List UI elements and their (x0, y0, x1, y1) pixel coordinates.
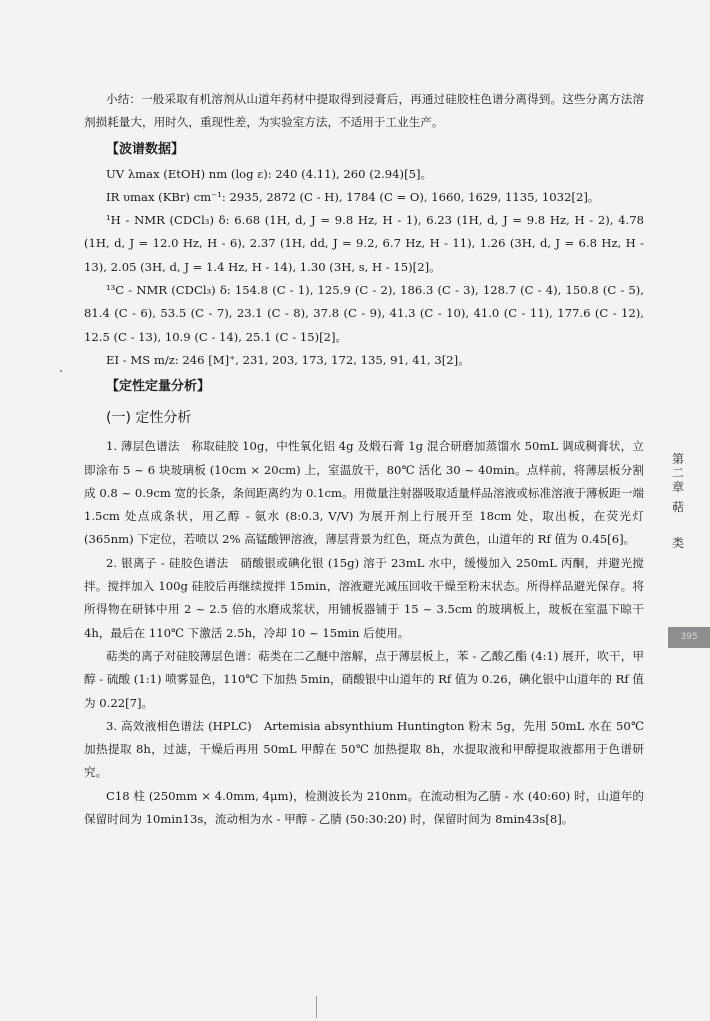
hplc-method-paragraph: 3. 高效液相色谱法 (HPLC) Artemisia absynthium Huntington 粉末 5g，先用 50mL 水在 50℃ 加热提取 8h，过滤，干燥后再用 50mL 甲醇在 50℃ 加热提取 8h，水提取液和甲醇提取液都用于色谱研究。 (84, 718, 644, 780)
ms-data: EI - MS m/z: 246 [M]⁺, 231, 203, 173, 172, 135, 91, 41, 3[2]。 (106, 352, 470, 367)
uv-data: UV λmax (EtOH) nm (log ε): 240 (4.11), 260 (2.94)[5]。 (106, 166, 433, 181)
c-nmr-data: ¹³C - NMR (CDCl₃) δ: 154.8 (C - 1), 125.9 (C - 2), 186.3 (C - 3), 128.7 (C - 4), 150.8 (C - 5), 81.4 (C - 6), 53.5 (C - 7), 23.1 (C - 8), 37.8 (C - 9), 41.3 (C - 10), 41.0 (C - 11), 177.6 (C - 12), 12.5 (C - 13), 10.9 (C - 14), 25.1 (C - 15)[2]。 (84, 283, 644, 344)
ir-data: IR υmax (KBr) cm⁻¹: 2935, 2872 (C - H), 1784 (C = O), 1660, 1629, 1135, 1032[2]。 (106, 189, 600, 204)
chapter-label-char: 章 (671, 480, 684, 494)
section-heading-analysis: 【定性定量分析】 (106, 379, 211, 395)
gutter-mark (316, 996, 317, 1018)
summary-paragraph: 小结：一般采取有机溶剂从山道年药材中提取得到浸膏后，再通过硅胶柱色谱分离得到。这些分离方法溶剂损耗量大，用时久，重现性差，为实验室方法，不适用于工业生产。 (84, 92, 644, 130)
ion-pair-tlc-paragraph: 萜类的离子对硅胶薄层色谱：萜类在二乙醚中溶解，点于薄层板上，苯 - 乙酸乙酯 (4:1) 展开，吹干，甲醇 - 硫酸 (1:1) 喷雾显色，110℃ 下加热 5min，硝酸银中山道年的 Rf 值为 0.26，碘化银中山道年的 Rf 值为 0.22[7]。 (84, 648, 644, 710)
page-number: 395 (668, 627, 710, 648)
chapter-topic-char1: 萜 (671, 500, 684, 514)
section-heading-spectral-data: 【波谱数据】 (106, 141, 185, 157)
margin-dot (60, 370, 62, 372)
chapter-label-char: 二 (671, 466, 684, 480)
chapter-side-tab (668, 452, 688, 550)
chapter-label (668, 452, 688, 494)
hplc-conditions-paragraph: C18 柱 (250mm × 4.0mm, 4μm)，检测波长为 210nm。在流动相为乙腈 - 水 (40:60) 时，山道年的保留时间为 10min13s，流动相为水 - 甲醇 - 乙腈 (50:30:20) 时，保留时间为 8min43s[8]。 (84, 788, 644, 827)
h-nmr-data: ¹H - NMR (CDCl₃) δ: 6.68 (1H, d, J = 9.8 Hz, H - 1), 6.23 (1H, d, J = 9.8 Hz, H - 2), 4.78 (1H, d, J = 12.0 Hz, H - 6), 2.37 (1H, dd, J = 9.2, 6.7 Hz, H - 11), 1.26 (3H, d, J = 6.8 Hz, H - 13), 2.05 (3H, d, J = 1.4 Hz, H - 14), 1.30 (3H, s, H - 15)[2]。 (84, 213, 644, 274)
body-text (84, 88, 644, 831)
silver-ion-method-paragraph: 2. 银离子 - 硅胶色谱法 硝酸银或碘化银 (15g) 溶于 23mL 水中，缓慢加入 250mL 丙酮，并避光搅拌。搅拌加入 100g 硅胶后再继续搅拌 15min，溶液避光减压回收干燥至粉末状态。所得样品避光保存。将所得物在研钵中用 2 ~ 2.5 倍的水磨成浆状，用铺板器铺于 15 ~ 3.5cm 的玻璃板上，玻板在室温下晾干 4h，最后在 110℃ 下激活 2.5h，冷却 10 ~ 15min 后使用。 (84, 555, 644, 640)
chapter-topic-char2: 类 (671, 536, 684, 550)
tlc-method-paragraph: 1. 薄层色谱法 称取硅胶 10g，中性氧化铝 4g 及煅石膏 1g 混合研磨加蒸馏水 50mL 调成稠膏状，立即涂布 5 ~ 6 块玻璃板 (10cm × 20cm) 上，室温放干，80℃ 活化 30 ~ 40min。点样前，将薄层板分割成 0.8 ~ 0.9cm 宽的长条，条间距离约为 0.1cm。用微量注射器吸取适量样品溶液或标准溶液于薄板距一端 1.5cm 处点成条状，用乙醇 - 氨水 (8:0.3, V/V) 为展开剂上行展开至 18cm 处，取出板，在荧光灯 (365nm) 下定位，若喷以 2% 高锰酸钾溶液，薄层背景为红色，斑点为黄色，山道年的 Rf 值为 0.45[6]。 (84, 439, 644, 547)
chapter-label-char: 第 (671, 452, 684, 466)
subsection-heading-qualitative: (一) 定性分析 (106, 410, 192, 427)
